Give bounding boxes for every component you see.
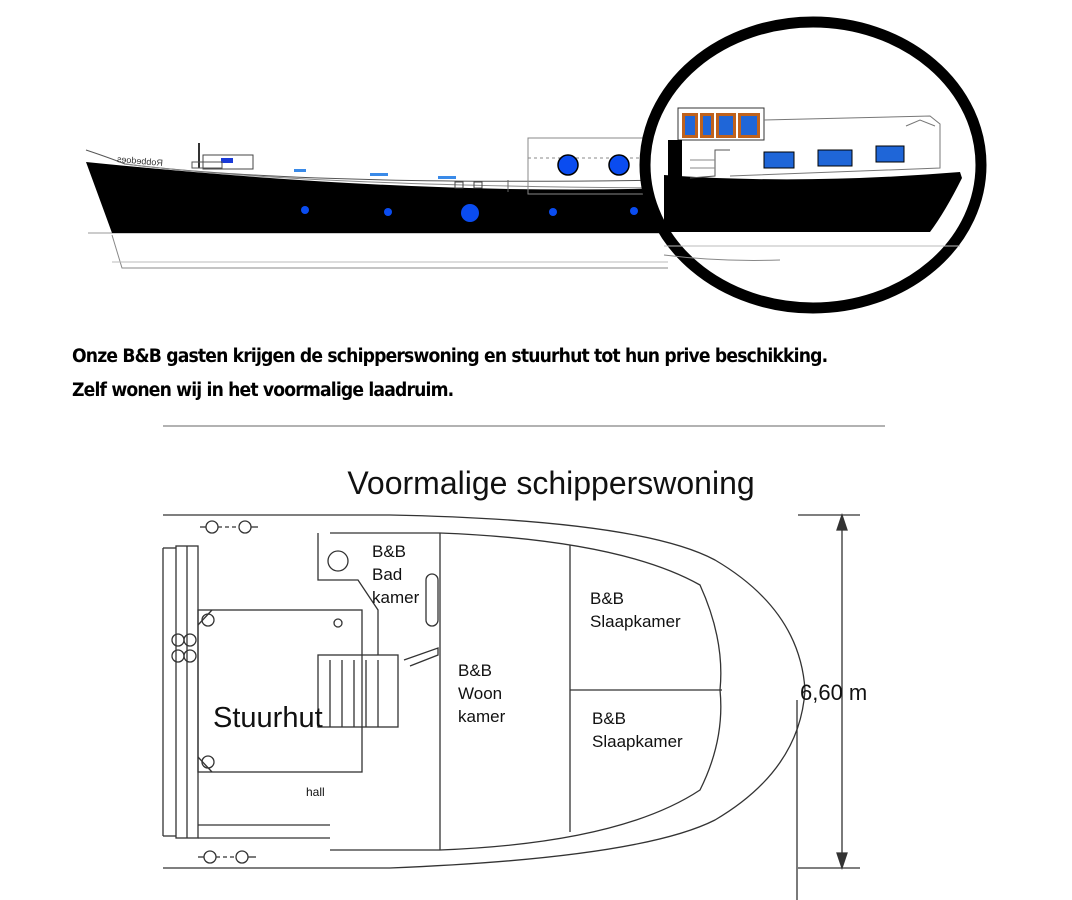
room-bedroom1-line1: B&B [590,589,625,608]
room-living-line3: kamer [458,707,506,726]
caption-line-1: Onze B&B gasten krijgen de schipperswoning en stuurhut tot hun prive beschikking. [72,346,828,367]
boat-hull [86,162,670,233]
boat-name: Robbedoes [116,154,164,168]
floorplan-title: Voormalige schipperswoning [347,465,755,501]
width-dimension-label: 6,60 m [800,680,868,705]
room-bedroom2-line2: Slaapkamer [592,732,683,751]
room-bedroom2-line1: B&B [592,709,627,728]
caption-line-2: Zelf wonen wij in het voormalige laadruim. [72,380,454,401]
magnifier-circle [645,22,981,308]
room-living-line1: B&B [458,661,493,680]
room-bedroom1-line2: Slaapkamer [590,612,681,631]
room-bath-line1: B&B [372,542,407,561]
room-living-line2: Woon [458,684,503,703]
room-hall: hall [306,785,325,799]
room-bath-line2: Bad [372,565,403,584]
room-bath-line3: kamer [372,588,420,607]
room-wheelhouse: Stuurhut [213,702,323,734]
